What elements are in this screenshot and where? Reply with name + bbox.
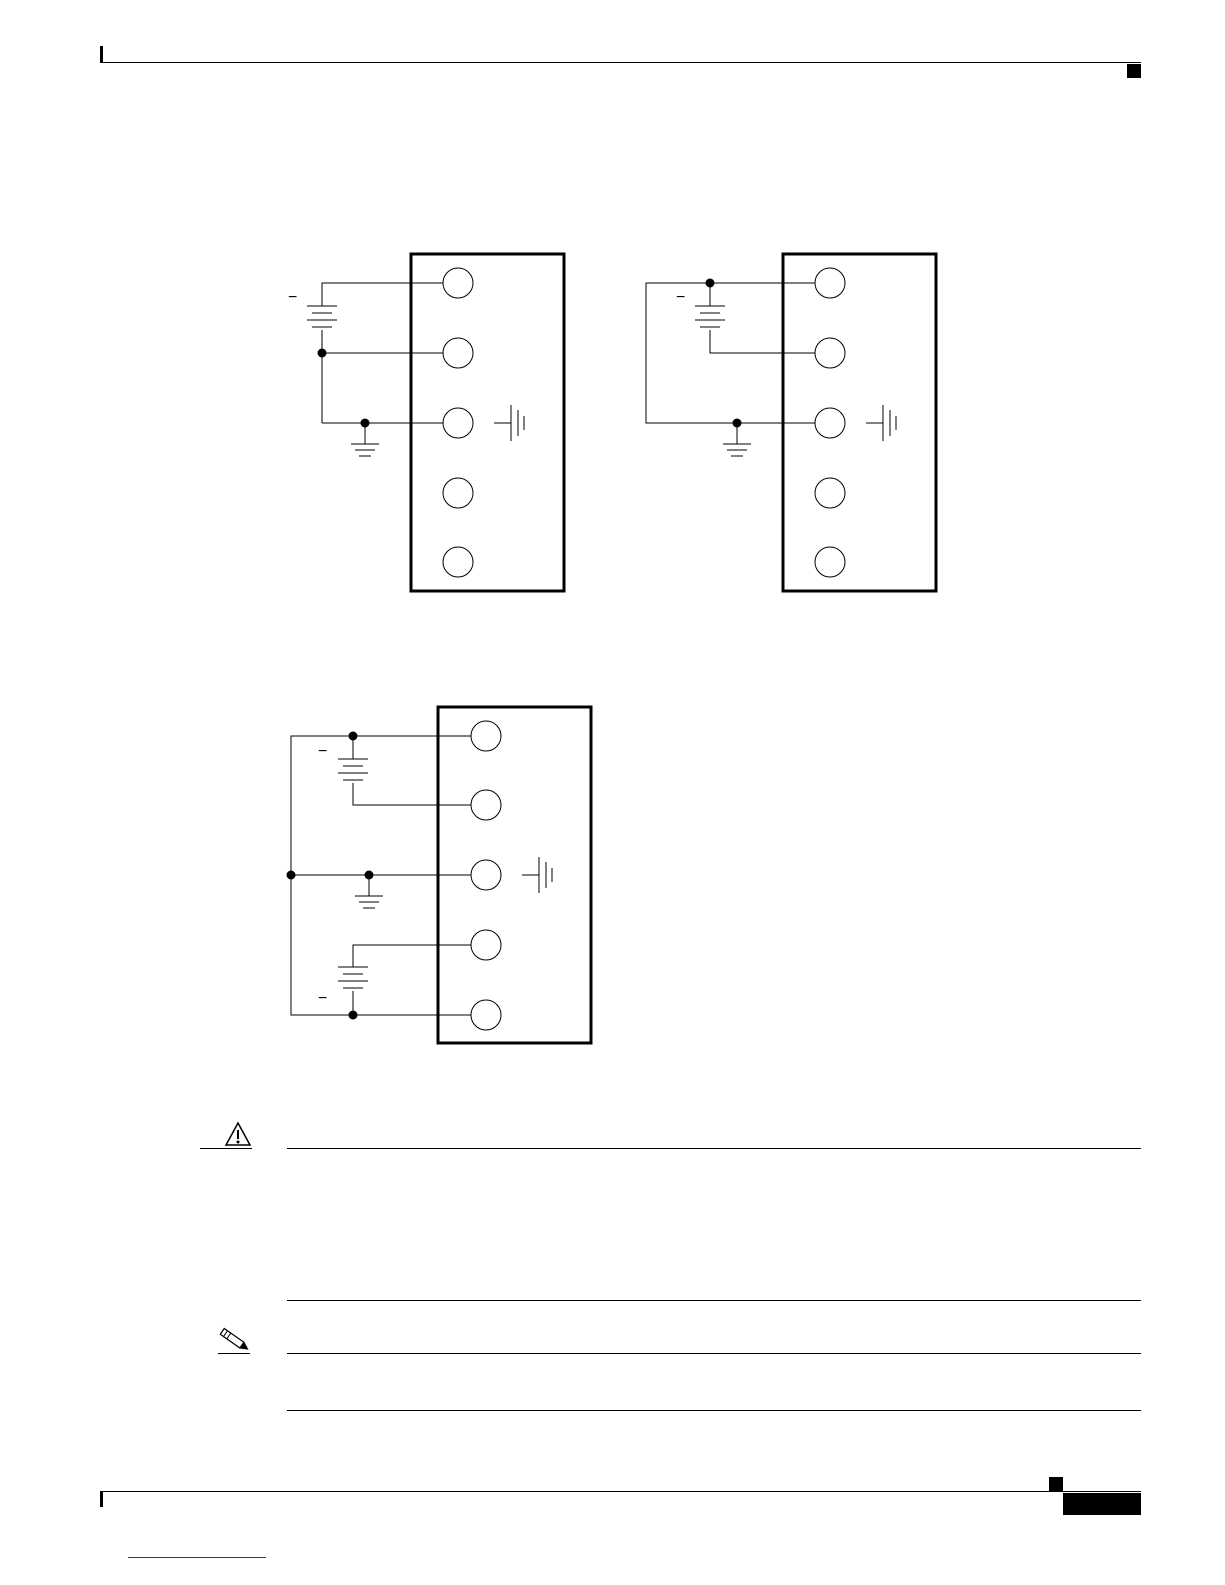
terminal-3-a [443,408,473,438]
terminal-4-b [815,478,845,508]
page-number-box [1063,1493,1141,1515]
chassis-ground-icon [494,405,524,441]
battery-minus-label-a: − [288,289,298,306]
terminal-1-c [471,721,501,751]
ground-symbol-icon [723,444,751,456]
terminal-5-b [815,547,845,577]
battery-minus-label-b: − [676,289,686,306]
junction-dot [287,871,295,879]
battery-symbol-icon [338,759,368,780]
footer-link[interactable] [128,1557,266,1558]
caution-icon-underline [200,1148,252,1149]
terminal-4-a [443,478,473,508]
junction-dot [706,279,714,287]
terminal-1-a [443,268,473,298]
ground-symbol-icon [351,444,379,456]
terminal-2-a [443,338,473,368]
panel-a [307,254,564,591]
junction-dot [318,349,326,357]
terminal-1-b [815,268,845,298]
footer-right-marker [1049,1477,1063,1491]
terminal-5-c [471,1000,501,1030]
junction-dot [361,419,369,427]
terminal-3-c [471,860,501,890]
junction-dot [365,871,373,879]
ground-symbol-icon [355,896,383,908]
note-bottom-rule [287,1410,1141,1411]
battery-symbol-icon [338,967,368,988]
terminal-4-c [471,930,501,960]
footer-left-tick [100,1491,103,1507]
chassis-ground-icon [866,405,896,441]
junction-dot [733,419,741,427]
pencil-icon [220,1329,249,1353]
panel-c [287,707,591,1043]
panel-b [646,254,936,591]
terminal-2-b [815,338,845,368]
footer-rule [100,1491,1141,1492]
caution-triangle-icon [226,1123,250,1145]
battery-symbol-icon [307,306,337,327]
note-rule [287,1353,1141,1354]
battery-symbol-icon [695,306,725,327]
terminal-3-b [815,408,845,438]
caution-bottom-rule [287,1300,1141,1301]
caution-rule [287,1148,1141,1149]
junction-dot [349,732,357,740]
junction-dot [349,1011,357,1019]
terminal-5-a [443,547,473,577]
battery-minus-label-c-top: − [318,743,328,760]
terminal-2-c [471,790,501,820]
note-icon-underline [218,1353,250,1354]
battery-minus-label-c-bottom: − [318,990,328,1007]
chassis-ground-icon [522,857,552,893]
